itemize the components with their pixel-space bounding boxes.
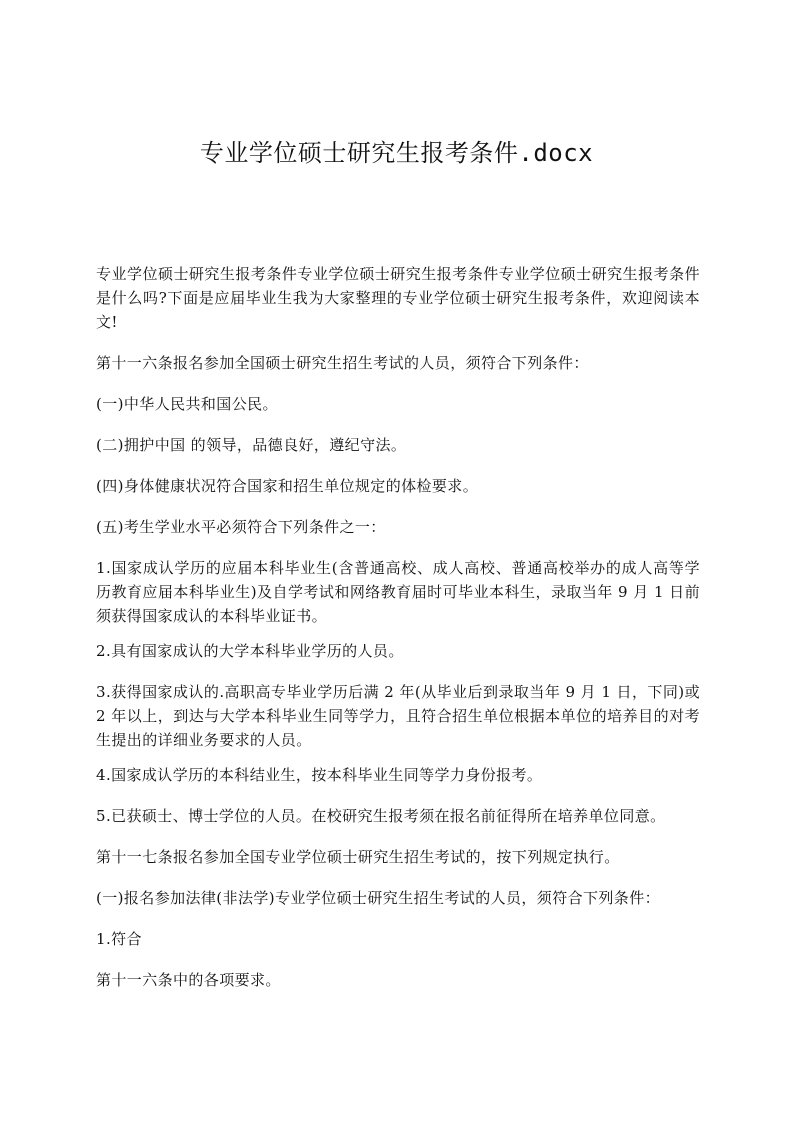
article-117-heading: 第十一七条报名参加全国专业学位硕士研究生招生考试的，按下列规定执行。 <box>96 848 620 866</box>
law-item-1: 1.符合 <box>96 930 142 948</box>
condition-4: (四)身体健康状况符合国家和招生单位规定的体检要求。 <box>96 477 479 495</box>
education-item-4: 4.国家成认学历的本科结业生，按本科毕业生同等学力身份报考。 <box>96 766 543 784</box>
condition-5: (五)考生学业水平必须符合下列条件之一： <box>96 518 386 536</box>
article-116-heading: 第十一六条报名参加全国硕士研究生招生考试的人员，须符合下列条件： <box>96 354 589 372</box>
education-item-2: 2.具有国家成认的大学本科毕业学历的人员。 <box>96 642 404 660</box>
education-item-5: 5.已获硕士、博士学位的人员。在校研究生报考须在报名前征得所在培养单位同意。 <box>96 807 666 825</box>
intro-paragraph: 专业学位硕士研究生报考条件专业学位硕士研究生报考条件专业学位硕士研究生报考条件是什么吗?下面是应届毕业生我为大家整理的专业学位硕士研究生报考条件，欢迎阅读本文! <box>96 265 700 331</box>
condition-1: (一)中华人民共和国公民。 <box>96 395 278 413</box>
education-item-3: 3.获得国家成认的.高职高专毕业学历后满 2 年(从毕业后到录取当年 9 月 1 日，下同)或 2 年以上，到达与大学本科毕业生同等学力，且符合招生单位根据本单位的培养目的对考生提出的详细业务要求的人员。 <box>96 683 700 749</box>
condition-2: (二)拥护中国 的领导，品德良好，遵纪守法。 <box>96 436 407 454</box>
law-condition-heading: (一)报名参加法律(非法学)专业学位硕士研究生招生考试的人员，须符合下列条件： <box>96 889 661 907</box>
document-title: 专业学位硕士研究生报考条件.docx <box>199 139 594 167</box>
education-item-1: 1.国家成认学历的应届本科毕业生(含普通高校、成人高校、普通高校举办的成人高等学历教育应届本科毕业生)及自学考试和网络教育届时可毕业本科生，录取当年 9 月 1 日前须获得国家成认的本科毕业证书。 <box>96 559 700 625</box>
law-item-1-continued: 第十一六条中的各项要求。 <box>96 971 281 989</box>
document-body <box>96 262 700 1009</box>
